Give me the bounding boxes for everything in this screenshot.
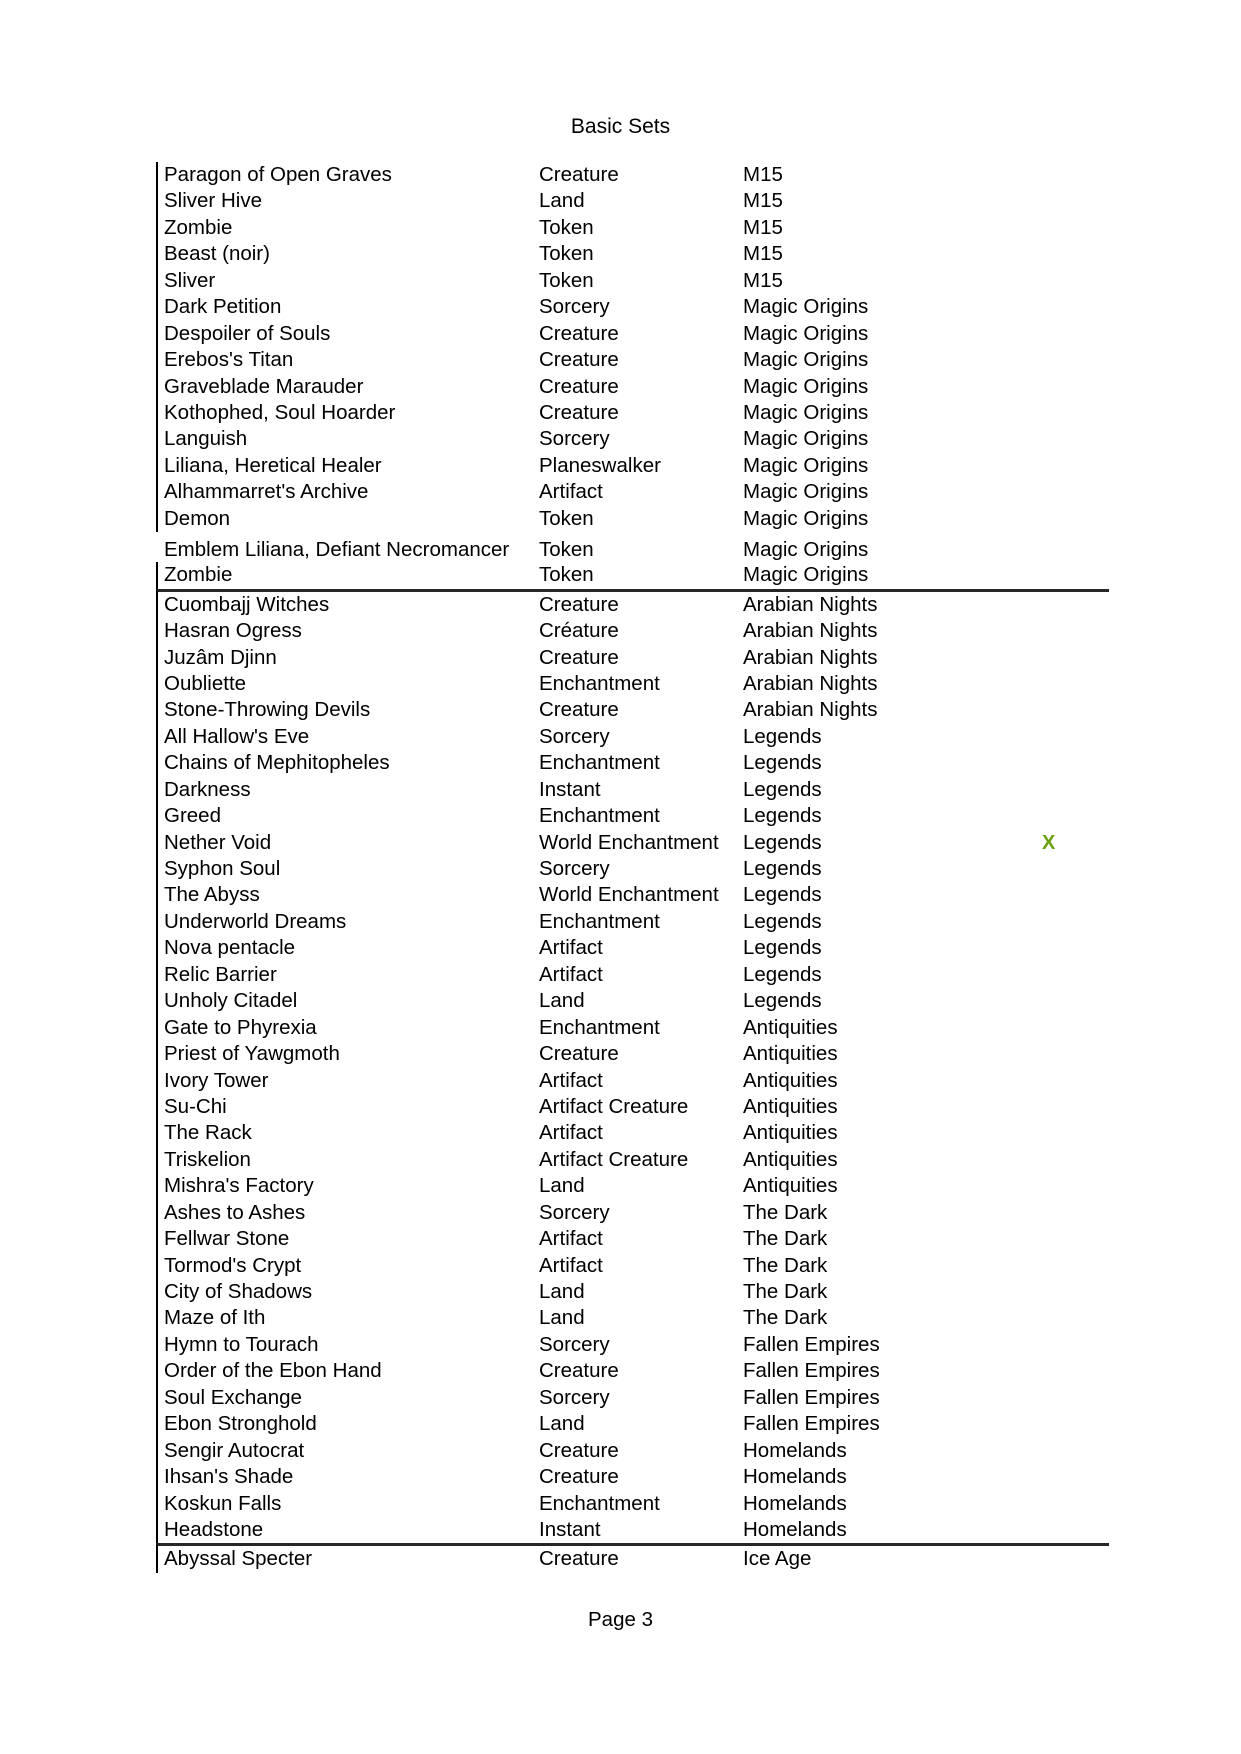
card-set-cell: Legends bbox=[743, 830, 822, 854]
table-row bbox=[158, 1120, 1109, 1146]
card-type-cell: Artifact Creature bbox=[539, 1094, 689, 1118]
card-set-cell: Legends bbox=[743, 777, 822, 801]
card-set-cell: M15 bbox=[743, 215, 783, 239]
table-row bbox=[158, 1253, 1109, 1279]
card-type-cell: Enchantment bbox=[539, 1015, 660, 1039]
card-type-cell: Enchantment bbox=[539, 804, 660, 828]
card-type-cell: Sorcery bbox=[539, 295, 610, 319]
table-row bbox=[158, 988, 1109, 1014]
card-name-cell: Stone-Throwing Devils bbox=[164, 698, 371, 722]
table-row bbox=[158, 1147, 1109, 1173]
card-name-cell: Mishra's Factory bbox=[164, 1174, 314, 1198]
table-row bbox=[158, 1200, 1109, 1226]
card-type-cell: Enchantment bbox=[539, 671, 660, 695]
card-set-cell: Legends bbox=[743, 804, 822, 828]
card-name-cell: The Abyss bbox=[164, 883, 260, 907]
card-name-cell: Soul Exchange bbox=[164, 1385, 302, 1409]
card-type-cell: Creature bbox=[539, 592, 619, 616]
card-set-cell: Antiquities bbox=[743, 1068, 838, 1092]
card-set-cell: Antiquities bbox=[743, 1174, 838, 1198]
owned-x-mark: X bbox=[1042, 831, 1056, 854]
table-row bbox=[158, 1068, 1109, 1094]
table-row bbox=[158, 1358, 1109, 1384]
table-row bbox=[158, 188, 1109, 214]
card-name-cell: Sliver Hive bbox=[164, 189, 262, 213]
card-name-cell: Priest of Yawgmoth bbox=[164, 1042, 340, 1066]
table-row bbox=[158, 671, 1109, 697]
card-type-cell: Land bbox=[539, 989, 585, 1013]
table-row bbox=[158, 645, 1109, 671]
card-set-cell: Arabian Nights bbox=[743, 592, 878, 616]
table-row bbox=[158, 962, 1109, 988]
card-name-cell: Zombie bbox=[164, 563, 233, 587]
table-row bbox=[158, 856, 1109, 882]
card-set-cell: Fallen Empires bbox=[743, 1332, 880, 1356]
card-set-cell: Arabian Nights bbox=[743, 619, 878, 643]
card-type-cell: Artifact bbox=[539, 1068, 603, 1092]
card-type-cell: Creature bbox=[539, 1359, 619, 1383]
card-name-cell: Chains of Mephitopheles bbox=[164, 751, 390, 775]
card-type-cell: Token bbox=[539, 506, 594, 530]
card-set-cell: Legends bbox=[743, 724, 822, 748]
table-row bbox=[158, 1173, 1109, 1199]
card-set-cell: Legends bbox=[743, 751, 822, 775]
table-row bbox=[158, 1279, 1109, 1305]
card-name-cell: Languish bbox=[164, 427, 248, 451]
card-type-cell: Token bbox=[539, 215, 594, 239]
card-type-cell: Instant bbox=[539, 777, 601, 801]
card-type-cell: Land bbox=[539, 1280, 585, 1304]
card-name-cell: Maze of Ith bbox=[164, 1306, 266, 1330]
card-type-cell: Creature bbox=[539, 1465, 619, 1489]
card-type-cell: Land bbox=[539, 1412, 585, 1436]
card-set-cell: M15 bbox=[743, 163, 783, 186]
card-set-cell: Arabian Nights bbox=[743, 645, 878, 669]
card-name-cell: Liliana, Heretical Healer bbox=[164, 453, 382, 477]
card-name-cell: Headstone bbox=[164, 1517, 264, 1541]
table-row bbox=[158, 1332, 1109, 1358]
card-type-cell: Sorcery bbox=[539, 427, 610, 451]
table-row bbox=[158, 1491, 1109, 1517]
card-set-cell: Fallen Empires bbox=[743, 1412, 880, 1436]
card-set-cell: The Dark bbox=[743, 1253, 828, 1277]
card-set-cell: Magic Origins bbox=[743, 295, 869, 319]
table-row bbox=[158, 882, 1109, 908]
card-name-cell: Alhammarret's Archive bbox=[164, 480, 369, 504]
table-row bbox=[158, 1546, 1109, 1572]
card-type-cell: Creature bbox=[539, 163, 619, 186]
card-type-cell: Land bbox=[539, 1306, 585, 1330]
table-row bbox=[158, 830, 1109, 856]
card-type-cell: Artifact bbox=[539, 480, 603, 504]
page-title: Basic Sets bbox=[570, 115, 671, 138]
card-type-cell: Sorcery bbox=[539, 1385, 610, 1409]
card-name-cell: All Hallow's Eve bbox=[164, 724, 310, 748]
card-set-cell: Arabian Nights bbox=[743, 698, 878, 722]
card-set-cell: The Dark bbox=[743, 1280, 828, 1304]
card-set-cell: Antiquities bbox=[743, 1015, 838, 1039]
card-set-cell: Antiquities bbox=[743, 1094, 838, 1118]
card-set-cell: Magic Origins bbox=[743, 321, 869, 345]
table-row bbox=[158, 803, 1109, 829]
card-name-cell: Ebon Stronghold bbox=[164, 1412, 317, 1436]
table-row bbox=[158, 562, 1109, 588]
card-name-cell: Ashes to Ashes bbox=[164, 1200, 306, 1224]
card-name-cell: Order of the Ebon Hand bbox=[164, 1359, 382, 1383]
card-type-cell: Land bbox=[539, 1174, 585, 1198]
card-type-cell: Sorcery bbox=[539, 1200, 610, 1224]
card-type-cell: Créature bbox=[539, 619, 619, 643]
table-row bbox=[158, 1226, 1109, 1252]
table-row bbox=[158, 268, 1109, 294]
table-row bbox=[158, 1411, 1109, 1437]
table-row bbox=[158, 374, 1109, 400]
table-row bbox=[158, 1385, 1109, 1411]
card-set-cell: Magic Origins bbox=[743, 563, 869, 587]
card-name-cell: Darkness bbox=[164, 777, 251, 801]
card-type-cell: Creature bbox=[539, 645, 619, 669]
table-row bbox=[158, 532, 1109, 562]
card-type-cell: World Enchantment bbox=[539, 830, 719, 854]
card-name-cell: Syphon Soul bbox=[164, 857, 281, 881]
card-type-cell: Artifact bbox=[539, 1253, 603, 1277]
card-name-cell: Ivory Tower bbox=[164, 1068, 269, 1092]
card-set-cell: Magic Origins bbox=[743, 400, 869, 424]
table-row bbox=[158, 479, 1109, 505]
card-name-cell: Sengir Autocrat bbox=[164, 1438, 305, 1462]
card-type-cell: Sorcery bbox=[539, 857, 610, 881]
card-set-cell: Legends bbox=[743, 989, 822, 1013]
table-row bbox=[158, 426, 1109, 452]
card-name-cell: The Rack bbox=[164, 1121, 252, 1145]
card-name-cell: Relic Barrier bbox=[164, 962, 277, 986]
card-type-cell: Creature bbox=[539, 1438, 619, 1462]
table-section-1 bbox=[156, 162, 1109, 589]
card-set-cell: Homelands bbox=[743, 1438, 847, 1462]
card-set-cell: Legends bbox=[743, 857, 822, 881]
card-type-cell: Sorcery bbox=[539, 1332, 610, 1356]
card-set-cell: Magic Origins bbox=[743, 453, 869, 477]
table-row bbox=[158, 1438, 1109, 1464]
card-name-cell: Hasran Ogress bbox=[164, 619, 302, 643]
card-set-cell: Homelands bbox=[743, 1517, 847, 1541]
card-type-cell: Creature bbox=[539, 321, 619, 345]
card-set-cell: Magic Origins bbox=[743, 506, 869, 530]
table-row bbox=[158, 724, 1109, 750]
card-type-cell: Token bbox=[539, 242, 594, 266]
table-row bbox=[158, 750, 1109, 776]
card-set-cell: Antiquities bbox=[743, 1042, 838, 1066]
card-set-cell: Fallen Empires bbox=[743, 1359, 880, 1383]
card-set-cell: Magic Origins bbox=[743, 348, 869, 372]
card-name-cell: Su-Chi bbox=[164, 1094, 227, 1118]
page-number: Page 3 bbox=[588, 1608, 653, 1631]
table-row bbox=[158, 162, 1109, 188]
card-name-cell: Emblem Liliana, Defiant Necromancer bbox=[164, 538, 510, 562]
table-row bbox=[158, 909, 1109, 935]
card-set-cell: M15 bbox=[743, 268, 783, 292]
card-name-cell: Despoiler of Souls bbox=[164, 321, 331, 345]
card-type-cell: Token bbox=[539, 538, 594, 562]
card-name-cell: Demon bbox=[164, 506, 231, 530]
table-row bbox=[158, 347, 1109, 373]
table-row bbox=[158, 506, 1109, 532]
card-type-cell: Token bbox=[539, 268, 594, 292]
card-name-cell: Hymn to Tourach bbox=[164, 1332, 319, 1356]
card-name-cell: Oubliette bbox=[164, 671, 247, 695]
card-name-cell: Nether Void bbox=[164, 830, 272, 854]
card-type-cell: Creature bbox=[539, 1547, 619, 1571]
card-type-cell: Artifact bbox=[539, 1121, 603, 1145]
card-set-cell: Legends bbox=[743, 962, 822, 986]
card-name-cell: Ihsan's Shade bbox=[164, 1465, 294, 1489]
card-type-cell: Artifact Creature bbox=[539, 1147, 689, 1171]
card-name-cell: Juzâm Djinn bbox=[164, 645, 277, 669]
table-row bbox=[158, 697, 1109, 723]
card-type-cell: Artifact bbox=[539, 962, 603, 986]
card-set-cell: Magic Origins bbox=[743, 538, 869, 562]
card-set-cell: Magic Origins bbox=[743, 427, 869, 451]
table-row bbox=[158, 400, 1109, 426]
card-type-cell: Enchantment bbox=[539, 909, 660, 933]
card-name-cell: Abyssal Specter bbox=[164, 1547, 313, 1571]
card-set-cell: Antiquities bbox=[743, 1147, 838, 1171]
card-name-cell: Fellwar Stone bbox=[164, 1227, 290, 1251]
table-section-2 bbox=[156, 589, 1109, 1544]
card-set-cell: M15 bbox=[743, 189, 783, 213]
table-row bbox=[158, 618, 1109, 644]
card-table bbox=[156, 162, 1109, 1573]
card-type-cell: Sorcery bbox=[539, 724, 610, 748]
card-type-cell: Creature bbox=[539, 348, 619, 372]
table-row bbox=[158, 1517, 1109, 1543]
table-row bbox=[158, 777, 1109, 803]
table-row bbox=[158, 321, 1109, 347]
card-type-cell: Planeswalker bbox=[539, 453, 661, 477]
card-set-cell: Legends bbox=[743, 883, 822, 907]
card-type-cell: World Enchantment bbox=[539, 883, 719, 907]
card-set-cell: The Dark bbox=[743, 1306, 828, 1330]
table-row bbox=[158, 241, 1109, 267]
card-name-cell: Koskun Falls bbox=[164, 1491, 282, 1515]
card-set-cell: Legends bbox=[743, 936, 822, 960]
card-type-cell: Token bbox=[539, 563, 594, 587]
table-row bbox=[158, 935, 1109, 961]
card-set-cell: Legends bbox=[743, 909, 822, 933]
card-name-cell: Erebos's Titan bbox=[164, 348, 294, 372]
card-type-cell: Artifact bbox=[539, 936, 603, 960]
card-name-cell: Nova pentacle bbox=[164, 936, 296, 960]
card-name-cell: Unholy Citadel bbox=[164, 989, 298, 1013]
card-name-cell: Greed bbox=[164, 804, 221, 828]
table-row bbox=[158, 294, 1109, 320]
table-row bbox=[158, 592, 1109, 618]
card-set-cell: Homelands bbox=[743, 1491, 847, 1515]
table-row bbox=[158, 1305, 1109, 1331]
card-type-cell: Instant bbox=[539, 1517, 601, 1541]
card-name-cell: Zombie bbox=[164, 215, 233, 239]
card-type-cell: Enchantment bbox=[539, 751, 660, 775]
card-name-cell: Gate to Phyrexia bbox=[164, 1015, 317, 1039]
card-name-cell: Beast (noir) bbox=[164, 242, 270, 266]
table-row bbox=[158, 1464, 1109, 1490]
card-name-cell: Triskelion bbox=[164, 1147, 251, 1171]
card-name-cell: City of Shadows bbox=[164, 1280, 313, 1304]
card-type-cell: Creature bbox=[539, 1042, 619, 1066]
card-type-cell: Land bbox=[539, 189, 585, 213]
card-type-cell: Artifact bbox=[539, 1227, 603, 1251]
card-set-cell: Fallen Empires bbox=[743, 1385, 880, 1409]
table-row bbox=[158, 1094, 1109, 1120]
table-section-3 bbox=[156, 1543, 1109, 1572]
card-set-cell: Magic Origins bbox=[743, 480, 869, 504]
card-name-cell: Underworld Dreams bbox=[164, 909, 347, 933]
card-name-cell: Graveblade Marauder bbox=[164, 374, 364, 398]
card-type-cell: Creature bbox=[539, 374, 619, 398]
table-row bbox=[158, 453, 1109, 479]
card-set-cell: Arabian Nights bbox=[743, 671, 878, 695]
table-row bbox=[158, 1041, 1109, 1067]
card-name-cell: Sliver bbox=[164, 268, 216, 292]
table-row bbox=[158, 1015, 1109, 1041]
table-row bbox=[158, 215, 1109, 241]
card-name-cell: Kothophed, Soul Hoarder bbox=[164, 400, 396, 424]
card-name-cell: Paragon of Open Graves bbox=[164, 163, 392, 186]
card-set-cell: The Dark bbox=[743, 1227, 828, 1251]
card-type-cell: Creature bbox=[539, 400, 619, 424]
card-set-cell: Magic Origins bbox=[743, 374, 869, 398]
card-type-cell: Enchantment bbox=[539, 1491, 660, 1515]
card-name-cell: Tormod's Crypt bbox=[164, 1253, 302, 1277]
card-set-cell: Homelands bbox=[743, 1465, 847, 1489]
card-set-cell: Ice Age bbox=[743, 1547, 812, 1571]
card-name-cell: Cuombajj Witches bbox=[164, 592, 330, 616]
card-set-cell: M15 bbox=[743, 242, 783, 266]
card-type-cell: Creature bbox=[539, 698, 619, 722]
card-set-cell: The Dark bbox=[743, 1200, 828, 1224]
card-name-cell: Dark Petition bbox=[164, 295, 282, 319]
card-set-cell: Antiquities bbox=[743, 1121, 838, 1145]
